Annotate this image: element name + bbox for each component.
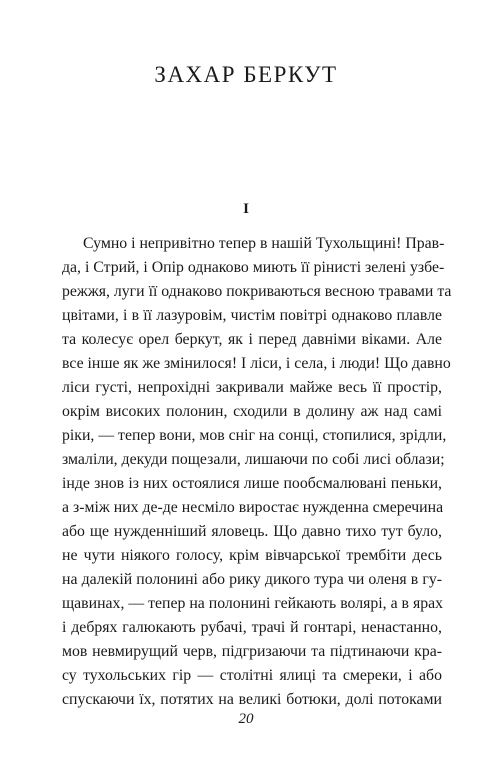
text-line: а з-між них де-де несміло виростає нужденна смеречина — [62, 499, 444, 516]
body-text — [62, 232, 452, 712]
text-line: змаліли, декуди пощезали, лишаючи по собі лисі облази; — [62, 451, 445, 468]
text-line: спускаючи їх, потятих на великі ботюки, долі потоками — [62, 691, 442, 708]
text-line: і дебрях галюкають рубачі, трачі й гонтарі, ненастанно, — [62, 619, 442, 636]
text-line: все інше як же змінилося! І ліси, і села, і люди! Що давно — [62, 355, 451, 372]
text-line: мов невмирущий черв, підгризаючи та підтинаючи кра- — [62, 643, 442, 660]
chapter-number: I — [243, 201, 249, 217]
text-line: да, і Стрий, і Опір однаково миють її рінисті зелені узбе- — [62, 259, 445, 276]
text-line: окрім високих полонин, сходили в долину аж над самі — [62, 403, 442, 420]
text-line: не чути ніякого голосу, крім вівчарської трембіти десь — [62, 547, 442, 564]
text-line: ліси густі, непрохідні закривали майже весь її простір, — [62, 379, 442, 396]
text-line: та колесує орел беркут, як і перед давніми віками. Але — [62, 331, 442, 348]
text-line: щавинах, — тепер на полонині гейкають волярі, а в ярах — [62, 595, 444, 612]
book-title: ЗАХАР БЕРКУТ — [154, 62, 338, 87]
text-line: цвітами, і в її лазуровім, чистім повітрі однаково плавле — [62, 307, 442, 324]
text-line: Сумно і непривітно тепер в нашій Тухольщині! Прав- — [83, 235, 445, 252]
text-line: на далекій полонині або рику дикого тура чи оленя в гу- — [62, 571, 442, 588]
text-line: режжя, луги її однаково покриваються весною травами та — [62, 283, 452, 300]
text-line: інде знов із них остоялися лише пообсмалювані пеньки, — [62, 475, 442, 492]
page-number: 20 — [238, 711, 254, 727]
text-line: су тухольських гір — столітні ялиці та смереки, і або — [62, 667, 442, 684]
text-line: ріки, — тепер вони, мов сніг на сонці, стопилися, зрідли, — [62, 427, 447, 444]
text-line: або ще нужденніший яловець. Що давно тихо тут було, — [62, 523, 442, 540]
